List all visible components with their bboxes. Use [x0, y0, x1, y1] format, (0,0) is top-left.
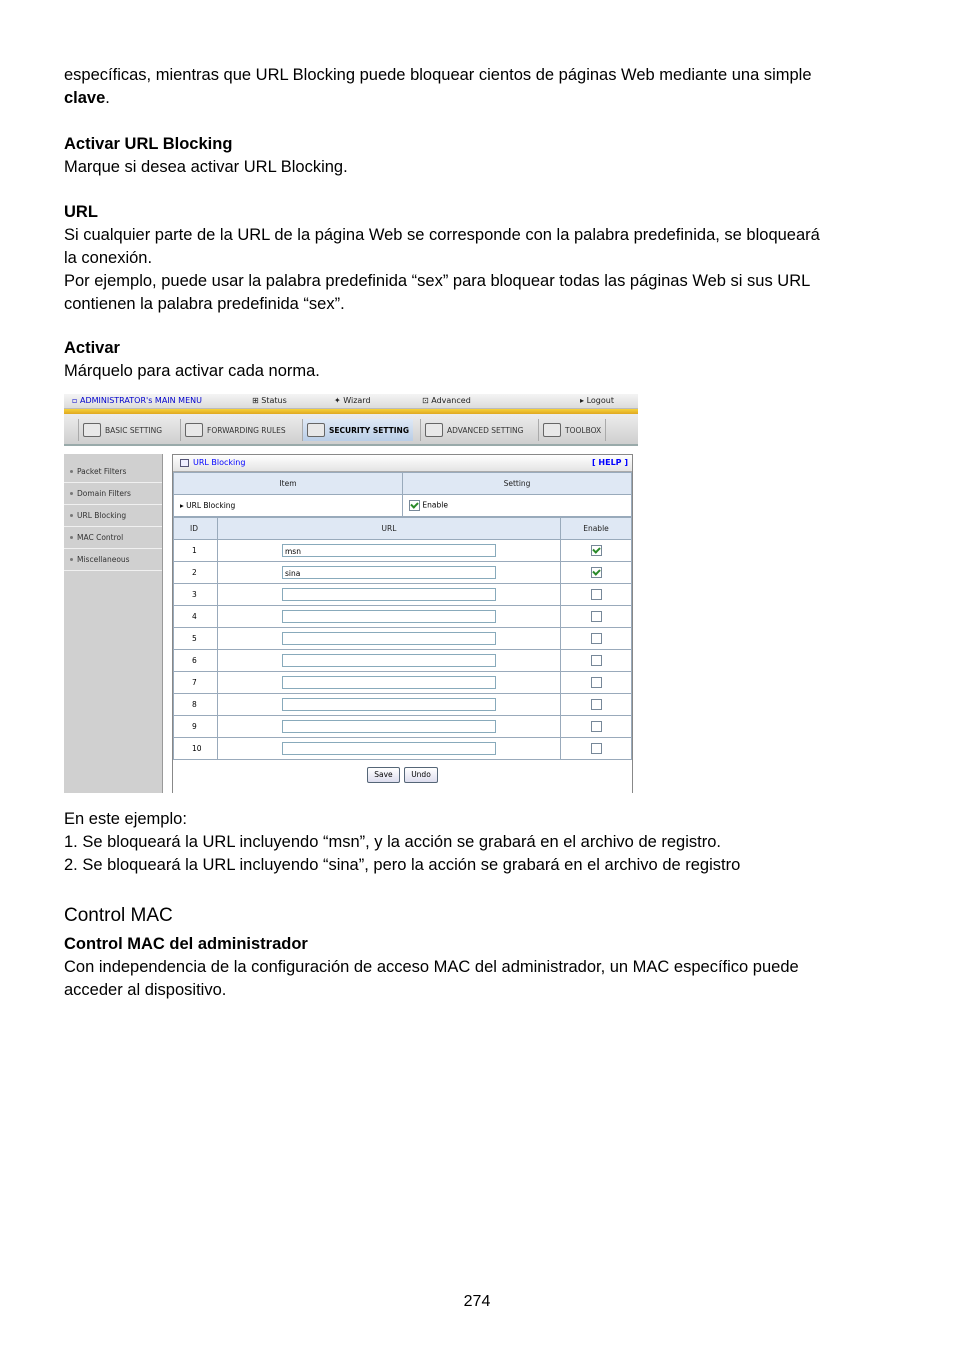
url-rules-table [173, 517, 632, 760]
url-input[interactable] [282, 742, 496, 755]
rule-enable-checkbox[interactable] [591, 677, 602, 688]
example-paragraph [64, 808, 894, 877]
section-activar-url-blocking [64, 133, 894, 179]
sidebar [64, 454, 163, 793]
col-enable: Enable [561, 518, 632, 540]
basic-setting-icon [83, 423, 101, 437]
rule-enable-cell [561, 606, 632, 628]
example-line: En este ejemplo: [64, 810, 187, 828]
rule-url-cell [218, 738, 561, 760]
tab-basic-setting[interactable]: BASIC SETTING [78, 419, 166, 441]
tab-security-setting[interactable]: SECURITY SETTING [302, 419, 413, 441]
section-text: Marque si desea activar URL Blocking. [64, 158, 348, 176]
table-row [174, 650, 632, 672]
section-heading: URL [64, 203, 98, 221]
table-row [174, 606, 632, 628]
rule-enable-checkbox[interactable] [591, 633, 602, 644]
rule-enable-checkbox[interactable] [591, 589, 602, 600]
security-icon [307, 423, 325, 437]
rule-url-cell [218, 650, 561, 672]
rule-id: 4 [174, 606, 218, 628]
rule-id: 2 [174, 562, 218, 584]
page-number: 274 [463, 1293, 491, 1310]
url-input[interactable] [282, 676, 496, 689]
url-blocking-enable-cell [403, 495, 632, 517]
table-row [174, 738, 632, 760]
rule-enable-checkbox[interactable] [591, 545, 602, 556]
intro-paragraph [64, 64, 894, 110]
rule-url-cell [218, 628, 561, 650]
forwarding-icon [185, 423, 203, 437]
mac-text: Con independencia de la configuración de acceso MAC del administrador, un MAC específico puede [64, 958, 799, 976]
sidebar-item-domain-filters[interactable]: Domain Filters [64, 483, 162, 505]
col-url: URL [218, 518, 561, 540]
panel-title: URL Blocking [193, 458, 246, 467]
rule-enable-cell [561, 716, 632, 738]
section-text: Si cualquier parte de la URL de la página Web se corresponde con la palabra predefinida, se bloqueará [64, 226, 820, 244]
intro-line1: específicas, mientras que URL Blocking puede bloquear cientos de páginas Web mediante una simple [64, 66, 812, 84]
rule-enable-cell [561, 562, 632, 584]
sidebar-item-url-blocking[interactable]: URL Blocking [64, 505, 162, 527]
url-input[interactable] [282, 632, 496, 645]
rule-enable-checkbox[interactable] [591, 743, 602, 754]
form-buttons [173, 760, 632, 783]
tab-forwarding-rules[interactable]: FORWARDING RULES [180, 419, 290, 441]
table-row [174, 562, 632, 584]
section-heading: Activar [64, 339, 120, 357]
rule-id: 8 [174, 694, 218, 716]
rule-id: 9 [174, 716, 218, 738]
help-link[interactable]: [ HELP ] [591, 458, 628, 467]
rule-enable-checkbox[interactable] [591, 567, 602, 578]
mac-subheading: Control MAC del administrador [64, 935, 308, 953]
toolbox-icon [543, 423, 561, 437]
url-input[interactable] [282, 720, 496, 733]
url-blocking-enable-checkbox[interactable] [409, 500, 420, 511]
section-text: Márquelo para activar cada norma. [64, 362, 320, 380]
undo-button[interactable]: Undo [404, 767, 438, 783]
rule-id: 1 [174, 540, 218, 562]
router-screenshot [64, 394, 638, 793]
col-item: Item [174, 473, 403, 495]
mac-text: acceder al dispositivo. [64, 981, 227, 999]
rule-enable-checkbox[interactable] [591, 655, 602, 666]
rule-enable-checkbox[interactable] [591, 699, 602, 710]
section-text: Por ejemplo, puede usar la palabra predefinida “sex” para bloquear todas las páginas Web si sus URL [64, 272, 811, 290]
advanced-link[interactable]: ⊡ Advanced [422, 396, 471, 405]
rule-url-cell [218, 672, 561, 694]
section-url [64, 201, 894, 316]
save-button[interactable]: Save [367, 767, 399, 783]
intro-bold: clave [64, 89, 106, 107]
top-menu-bar [64, 394, 638, 409]
rule-id: 10 [174, 738, 218, 760]
url-input[interactable] [282, 610, 496, 623]
rule-url-cell [218, 606, 561, 628]
rule-enable-cell [561, 540, 632, 562]
url-input[interactable]: sina [282, 566, 496, 579]
rule-enable-checkbox[interactable] [591, 611, 602, 622]
url-input[interactable] [282, 654, 496, 667]
panel-icon [180, 459, 189, 467]
rule-enable-cell [561, 694, 632, 716]
url-blocking-row-label: ▸ URL Blocking [174, 495, 403, 517]
col-setting: Setting [403, 473, 632, 495]
sidebar-item-miscellaneous[interactable]: Miscellaneous [64, 549, 162, 571]
rule-id: 6 [174, 650, 218, 672]
panel-header [173, 454, 632, 472]
table-row [174, 584, 632, 606]
col-id: ID [174, 518, 218, 540]
sidebar-item-mac-control[interactable]: MAC Control [64, 527, 162, 549]
status-link[interactable]: ⊞ Status [252, 396, 287, 405]
section-text: contienen la palabra predefinida “sex”. [64, 295, 345, 313]
rule-enable-cell [561, 628, 632, 650]
table-row [174, 540, 632, 562]
logout-link[interactable]: ▸ Logout [580, 396, 614, 405]
section-title-control-mac: Control MAC [64, 905, 173, 926]
section-text: la conexión. [64, 249, 153, 267]
section-heading: Activar URL Blocking [64, 135, 233, 153]
rule-id: 5 [174, 628, 218, 650]
main-menu-link[interactable]: ▫ ADMINISTRATOR's MAIN MENU [72, 396, 202, 405]
section-activar [64, 337, 894, 383]
rule-enable-cell [561, 672, 632, 694]
rule-enable-checkbox[interactable] [591, 721, 602, 732]
table-row [174, 716, 632, 738]
tab-toolbox[interactable]: TOOLBOX [538, 419, 606, 441]
rule-url-cell [218, 716, 561, 738]
rule-enable-cell [561, 584, 632, 606]
wizard-link[interactable]: ✦ Wizard [334, 396, 371, 405]
url-blocking-settings-table [173, 472, 632, 517]
tab-bar [64, 414, 638, 446]
mac-paragraph [64, 933, 894, 1002]
example-line: 1. Se bloqueará la URL incluyendo “msn”, y la acción se grabará en el archivo de registro. [64, 833, 721, 851]
url-blocking-panel [172, 454, 633, 793]
advanced-setting-icon [425, 423, 443, 437]
rule-url-cell [218, 540, 561, 562]
url-input[interactable]: msn [282, 544, 496, 557]
rule-url-cell [218, 694, 561, 716]
url-input[interactable] [282, 588, 496, 601]
example-line: 2. Se bloqueará la URL incluyendo “sina”, pero la acción se grabará en el archivo de registro [64, 856, 741, 874]
table-row [174, 694, 632, 716]
rule-enable-cell [561, 650, 632, 672]
rule-enable-cell [561, 738, 632, 760]
enable-label: Enable [422, 500, 448, 510]
table-row [174, 628, 632, 650]
url-input[interactable] [282, 698, 496, 711]
sidebar-item-packet-filters[interactable]: Packet Filters [64, 461, 162, 483]
rule-id: 3 [174, 584, 218, 606]
intro-end: . [105, 89, 110, 107]
table-row [174, 672, 632, 694]
tab-advanced-setting[interactable]: ADVANCED SETTING [420, 419, 527, 441]
rule-url-cell [218, 562, 561, 584]
rule-url-cell [218, 584, 561, 606]
rule-id: 7 [174, 672, 218, 694]
